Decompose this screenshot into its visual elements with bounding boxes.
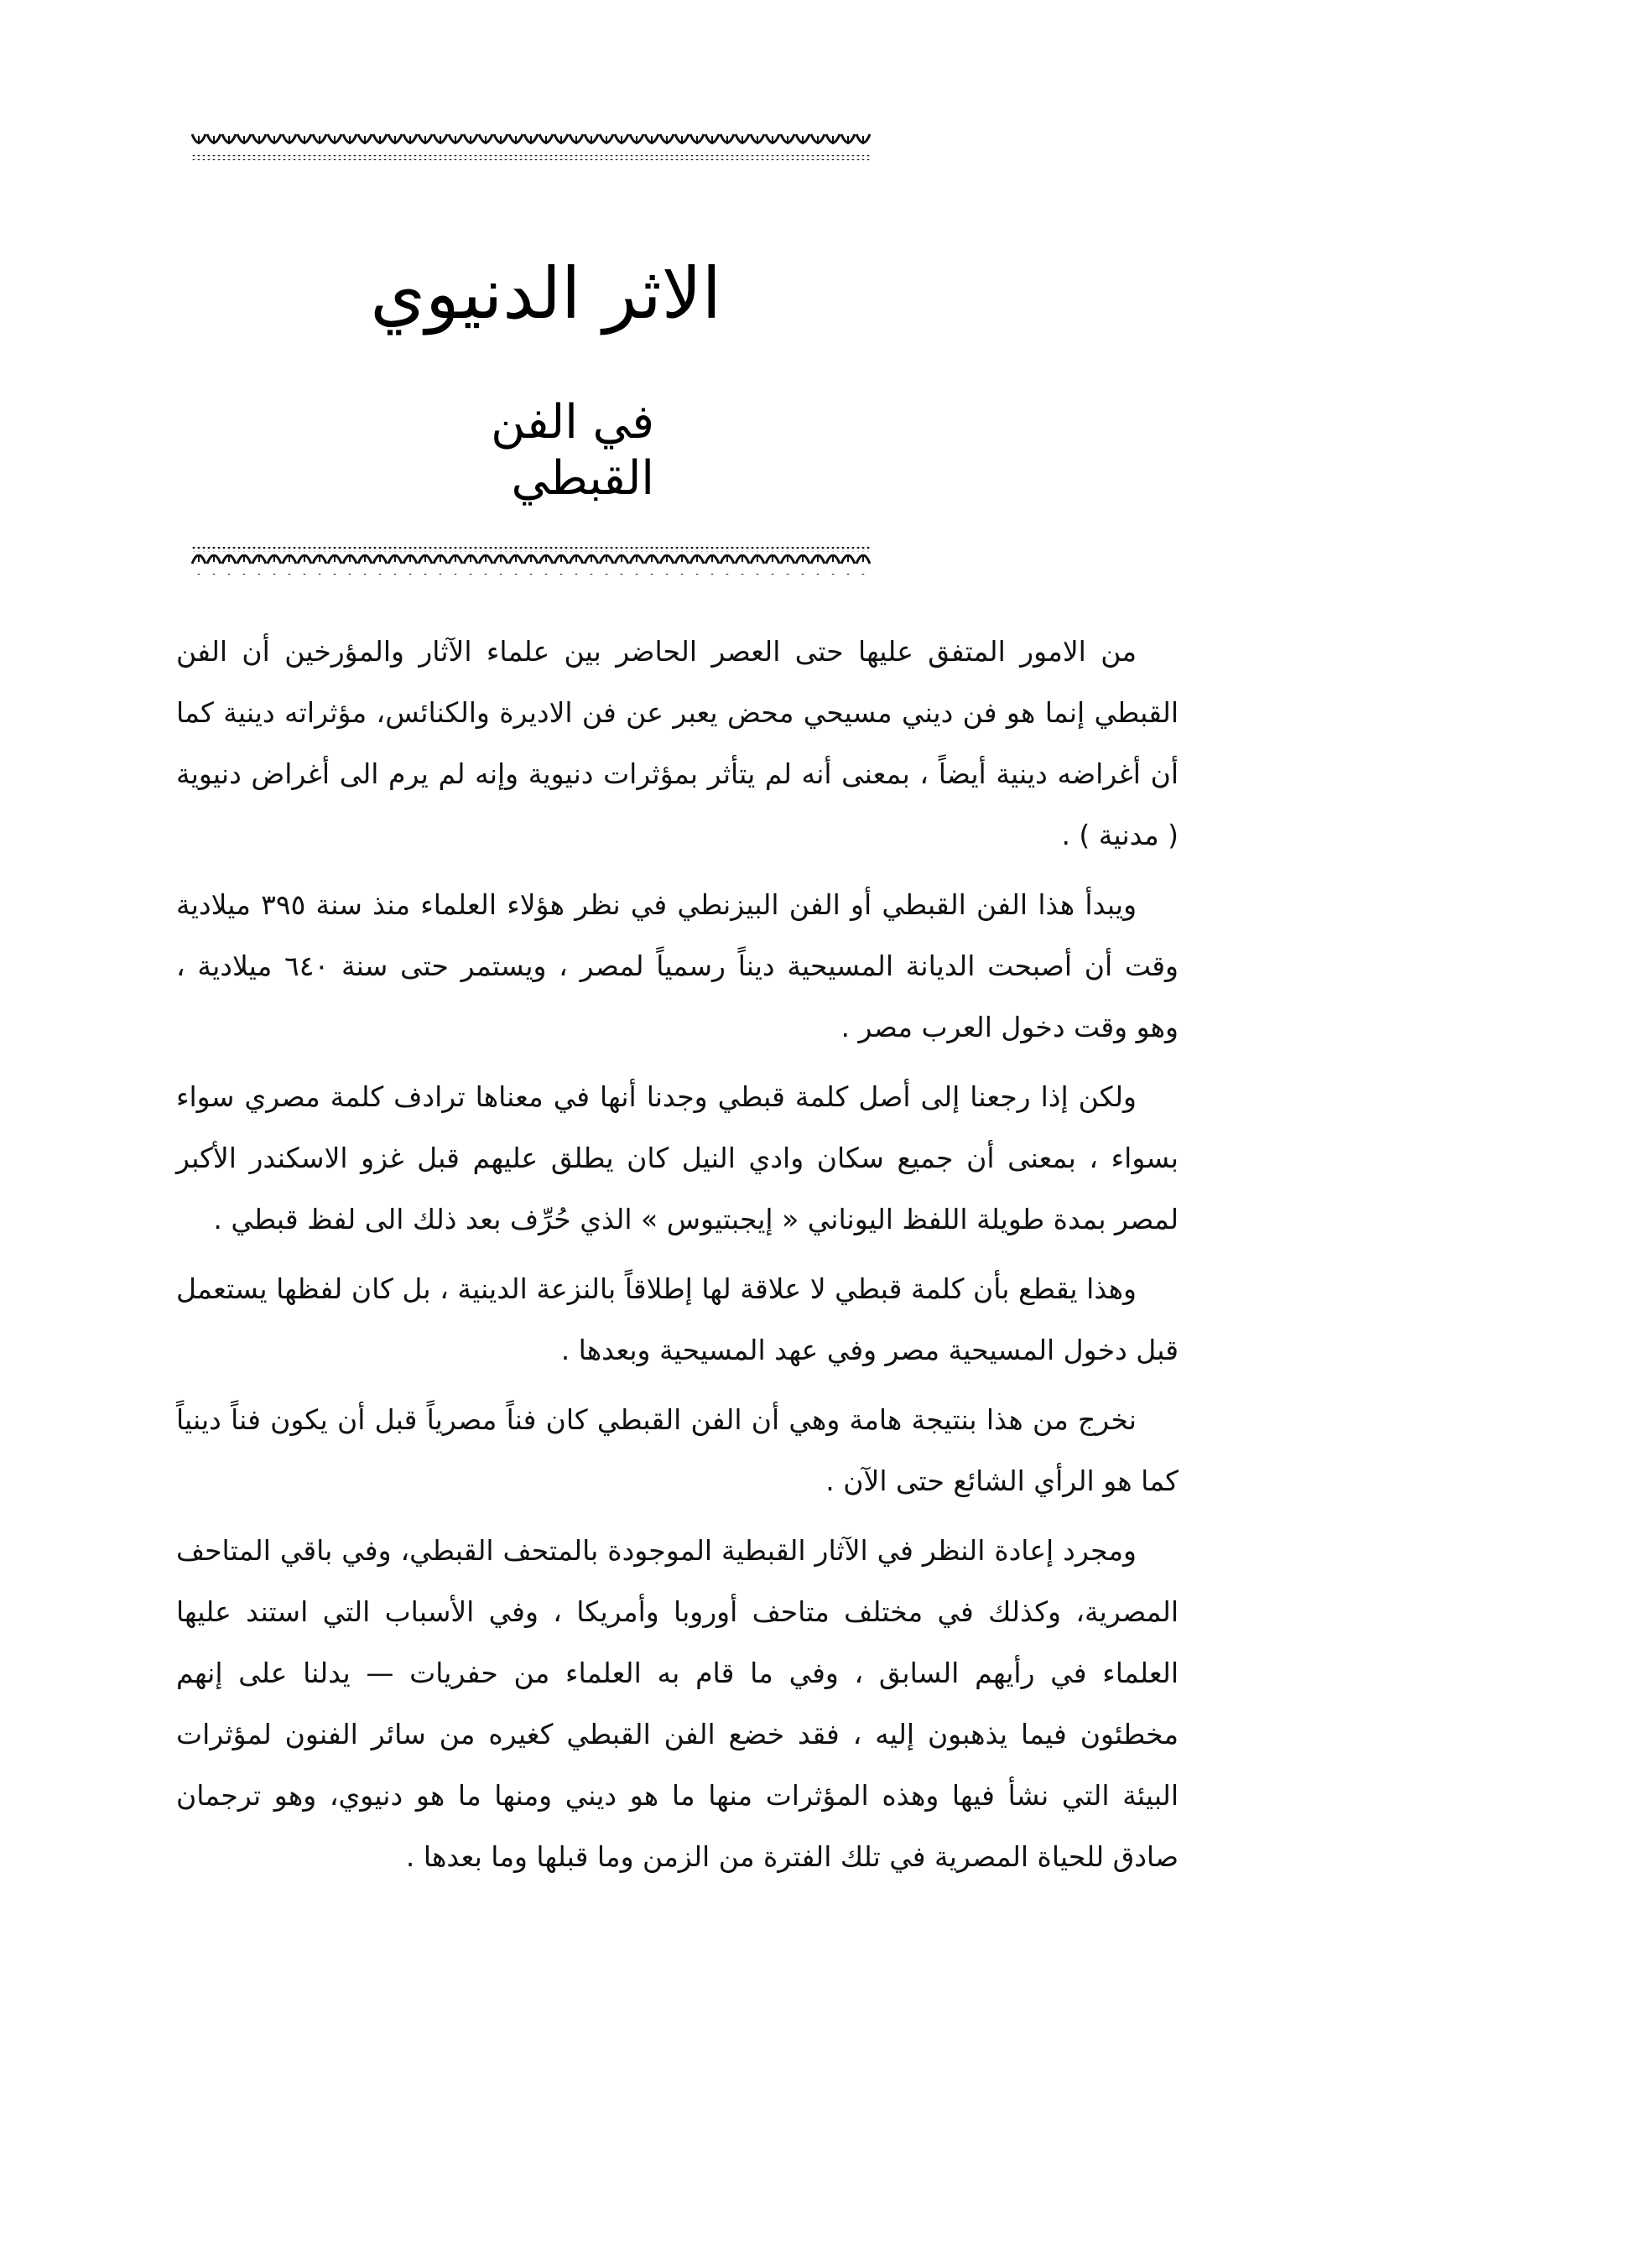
- bottom-ornament-border: [191, 545, 871, 575]
- page-subtitle: في الفن القبطي: [491, 395, 654, 507]
- paragraph-1: من الامور المتفق عليها حتى العصر الحاضر بين علماء الآثار والمؤرخين أن الفن القبطي إنما هو فن ديني مسيحي محض يعبر عن فن الاديرة والكنائس، مؤثراته دينية كما أن أغراضه دينية أيضاً ، بمعنى أنه لم يتأثر بمؤثرات دنيوية وإنه لم يرم الى أغراض دنيوية ( مدنية ) .: [176, 635, 1179, 851]
- paragraph-2: ويبدأ هذا الفن القبطي أو الفن البيزنطي في نظر هؤلاء العلماء منذ سنة ٣٩٥ ميلادية وقت أن أصبحت الديانة المسيحية ديناً رسمياً لمصر ، ويستمر حتى سنة ٦٤٠ ميلادية ، وهو وقت دخول العرب مصر .: [176, 888, 1179, 1043]
- paragraph-5: نخرج من هذا بنتيجة هامة وهي أن الفن القبطي كان فناً مصرياً قبل أن يكون فناً دينياً كما هو الرأي الشائع حتى الآن .: [176, 1403, 1179, 1497]
- paragraph-6: ومجرد إعادة النظر في الآثار القبطية الموجودة بالمتحف القبطي، وفي باقي المتاحف المصرية، وكذلك في مختلف متاحف أوروبا وأمريكا ، وفي الأسباب التي استند عليها العلماء في رأيهم السابق ، وفي ما قام به العلماء من حفريات — يدلنا على إنهم مخطئون فيما يذهبون إليه ، فقد خضع الفن القبطي كغيره من سائر الفنون لمؤثرات البيئة التي نشأ فيها وهذه المؤثرات منها ما هو ديني ومنها ما هو دنيوي، وهو ترجمان صادق للحياة المصرية في تلك الفترة من الزمن وما قبلها وما بعدها .: [176, 1534, 1179, 1873]
- top-ornament-border: [191, 133, 871, 163]
- paragraph-4: وهذا يقطع بأن كلمة قبطي لا علاقة لها إطلاقاً بالنزعة الدينية ، بل كان لفظها يستعمل قبل دخول المسيحية مصر وفي عهد المسيحية وبعدها .: [176, 1272, 1179, 1366]
- article-body: [176, 621, 1179, 1896]
- paragraph-3: ولكن إذا رجعنا إلى أصل كلمة قبطي وجدنا أنها في معناها ترادف كلمة مصري سواء بسواء ، بمعنى أن جميع سكان وادي النيل كان يطلق عليهم قبل غزو الاسكندر الأكبر لمصر بمدة طويلة اللفظ اليوناني « إيجبتيوس » الذي حُرِّف بعد ذلك الى لفظ قبطي .: [176, 1080, 1179, 1235]
- page-title: الاثر الدنيوي: [370, 252, 721, 335]
